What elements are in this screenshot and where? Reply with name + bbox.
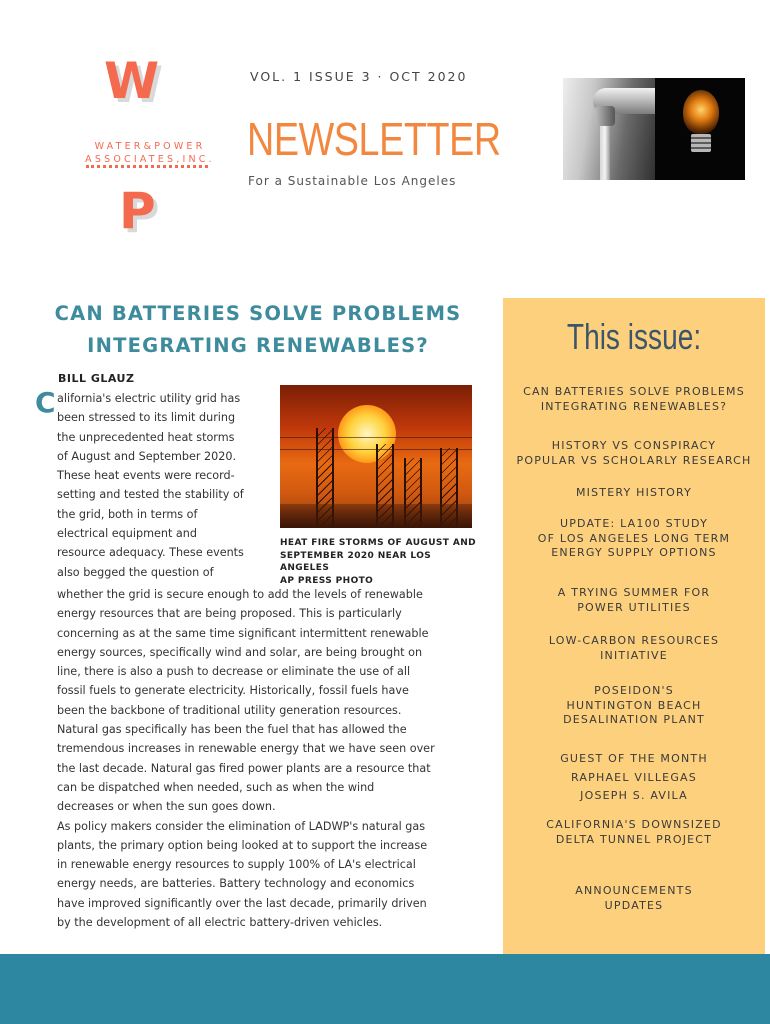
sidebar-item-line: ANNOUNCEMENTS — [575, 884, 693, 897]
text-line: Natural gas specifically has been the fuel that has allowed the — [57, 723, 407, 737]
article-body-text — [57, 585, 477, 932]
sidebar-item-line: HISTORY VS CONSPIRACY — [551, 439, 717, 452]
logo-letter-w: W — [104, 52, 156, 110]
text-line: by the development of all electric battery-driven vehicles. — [57, 916, 383, 930]
sidebar-item-line: POPULAR VS SCHOLARLY RESEARCH — [516, 453, 752, 467]
sidebar-item-mistery-history[interactable] — [503, 486, 765, 501]
text-line: energy sources, specifically wind and solar, are being brought on — [57, 645, 423, 659]
sidebar-item-batteries[interactable] — [503, 385, 765, 414]
sidebar-item-line: OF LOS ANGELES LONG TERM — [537, 531, 731, 545]
heat-storm-photo — [280, 385, 472, 528]
text-line: can be dispatched when needed, such as when the wind — [57, 780, 375, 794]
sidebar-item-line: RAPHAEL VILLEGAS — [571, 770, 697, 784]
sidebar-item-line: DESALINATION PLANT — [563, 713, 705, 727]
text-line: the unprecedented heat storms — [57, 430, 235, 444]
sidebar-item-line: ENERGY SUPPLY OPTIONS — [551, 546, 717, 560]
photo-caption — [280, 537, 480, 587]
sidebar-item-line: DELTA TUNNEL PROJECT — [555, 832, 713, 846]
article-byline: BILL GLAUZ — [58, 372, 135, 385]
text-line: whether the grid is secure enough to add the levels of renewable — [57, 588, 423, 601]
text-line: the last decade. Natural gas fired power plants are a resource that — [57, 761, 431, 775]
text-line: resource adequacy. These events — [57, 546, 244, 560]
headline-line: INTEGRATING RENEWABLES? — [87, 334, 429, 357]
logo-name-line: ASSOCIATES,INC. — [85, 154, 215, 165]
article-headline — [38, 298, 478, 362]
logo-dotted-rule — [86, 165, 208, 168]
caption-line: HEAT FIRE STORMS OF AUGUST AND — [280, 538, 477, 548]
text-line: have improved significantly over the last decade, primarily driven — [57, 896, 427, 910]
text-line: been stressed to its limit during — [57, 411, 236, 425]
headline-line: CAN BATTERIES SOLVE PROBLEMS — [54, 302, 462, 325]
sidebar-item-line: MISTERY HISTORY — [575, 486, 693, 499]
drop-cap: C — [35, 386, 56, 419]
issue-info: VOL. 1 ISSUE 3 · OCT 2020 — [250, 69, 468, 84]
text-line: plants, the primary option being looked at to support the increase — [57, 838, 428, 852]
text-line: also begged the question of — [57, 565, 214, 579]
sidebar-item-line: INITIATIVE — [600, 648, 668, 662]
sidebar-item-line: JOSEPH S. AVILA — [580, 789, 688, 802]
caption-line: SEPTEMBER 2020 NEAR LOS ANGELES — [280, 550, 432, 573]
text-line: line, there is also a push to decrease or eliminate the use of all — [57, 665, 411, 679]
sidebar-item-line: INTEGRATING RENEWABLES? — [540, 399, 728, 413]
sidebar-item-line: UPDATES — [604, 898, 664, 912]
article-column-text — [57, 389, 267, 582]
sidebar-item-line: GUEST OF THE MONTH — [560, 752, 708, 765]
sidebar-item-history-conspiracy[interactable] — [503, 439, 765, 468]
sidebar-item-line: CALIFORNIA'S DOWNSIZED — [546, 818, 722, 831]
text-line: of August and September 2020. — [57, 449, 237, 463]
logo-letter-p: P — [119, 182, 156, 240]
sidebar-item-low-carbon[interactable] — [503, 634, 765, 663]
text-line: energy resources that are being proposed. This is particularly — [57, 607, 402, 621]
sidebar-item-line: UPDATE: LA100 STUDY — [559, 517, 709, 530]
sidebar-item-guest-of-month[interactable] — [503, 750, 765, 806]
text-line: fossil fuels to generate electricity. Historically, fossil fuels have — [57, 684, 409, 698]
sidebar-item-poseidon[interactable] — [503, 684, 765, 728]
sidebar-title — [503, 316, 765, 358]
text-line: concerning as at the same time significant intermittent renewable — [57, 626, 429, 640]
text-line: As policy makers consider the elimination of LADWP's natural gas — [57, 819, 426, 833]
faucet-photo — [563, 78, 655, 180]
text-line: energy needs, are batteries. Battery technology and economics — [57, 877, 415, 891]
sidebar-item-line: POWER UTILITIES — [577, 600, 691, 614]
text-line: in renewable energy resources to supply 100% of LA's electrical — [57, 858, 416, 872]
newsletter-title: NEWSLETTER — [247, 113, 501, 165]
tagline: For a Sustainable Los Angeles — [248, 174, 457, 188]
text-line: been the backbone of traditional utility generation resources. — [57, 703, 402, 717]
sidebar-item-announcements[interactable] — [503, 884, 765, 913]
sidebar-item-line: CAN BATTERIES SOLVE PROBLEMS — [523, 385, 745, 398]
logo-company-name — [70, 140, 230, 166]
issue-sidebar — [503, 298, 765, 954]
sidebar-title-text: This issue: — [566, 316, 702, 357]
footer-band — [0, 954, 770, 1024]
text-line: decreases or when the sun goes down. — [57, 800, 276, 814]
sidebar-item-trying-summer[interactable] — [503, 586, 765, 615]
sidebar-item-la100-study[interactable] — [503, 517, 765, 561]
text-line: electrical equipment and — [57, 527, 197, 541]
text-line: setting and tested the stability of — [57, 488, 244, 502]
text-line: the grid, both in terms of — [57, 507, 198, 521]
text-line: tremendous increases in renewable energy that we have seen over — [57, 742, 435, 756]
caption-line: AP PRESS PHOTO — [280, 575, 374, 586]
sidebar-item-line: A TRYING SUMMER FOR — [557, 586, 711, 599]
sidebar-item-line: HUNTINGTON BEACH — [566, 698, 702, 712]
text-line: These heat events were record- — [57, 469, 235, 483]
sidebar-item-line: POSEIDON'S — [594, 684, 674, 697]
sidebar-item-line: LOW-CARBON RESOURCES — [548, 634, 720, 647]
sidebar-item-delta-tunnel[interactable] — [503, 818, 765, 847]
text-line: alifornia's electric utility grid has — [57, 392, 241, 405]
logo-name-line: WATER&POWER — [94, 141, 206, 152]
light-bulb-photo — [655, 78, 745, 180]
